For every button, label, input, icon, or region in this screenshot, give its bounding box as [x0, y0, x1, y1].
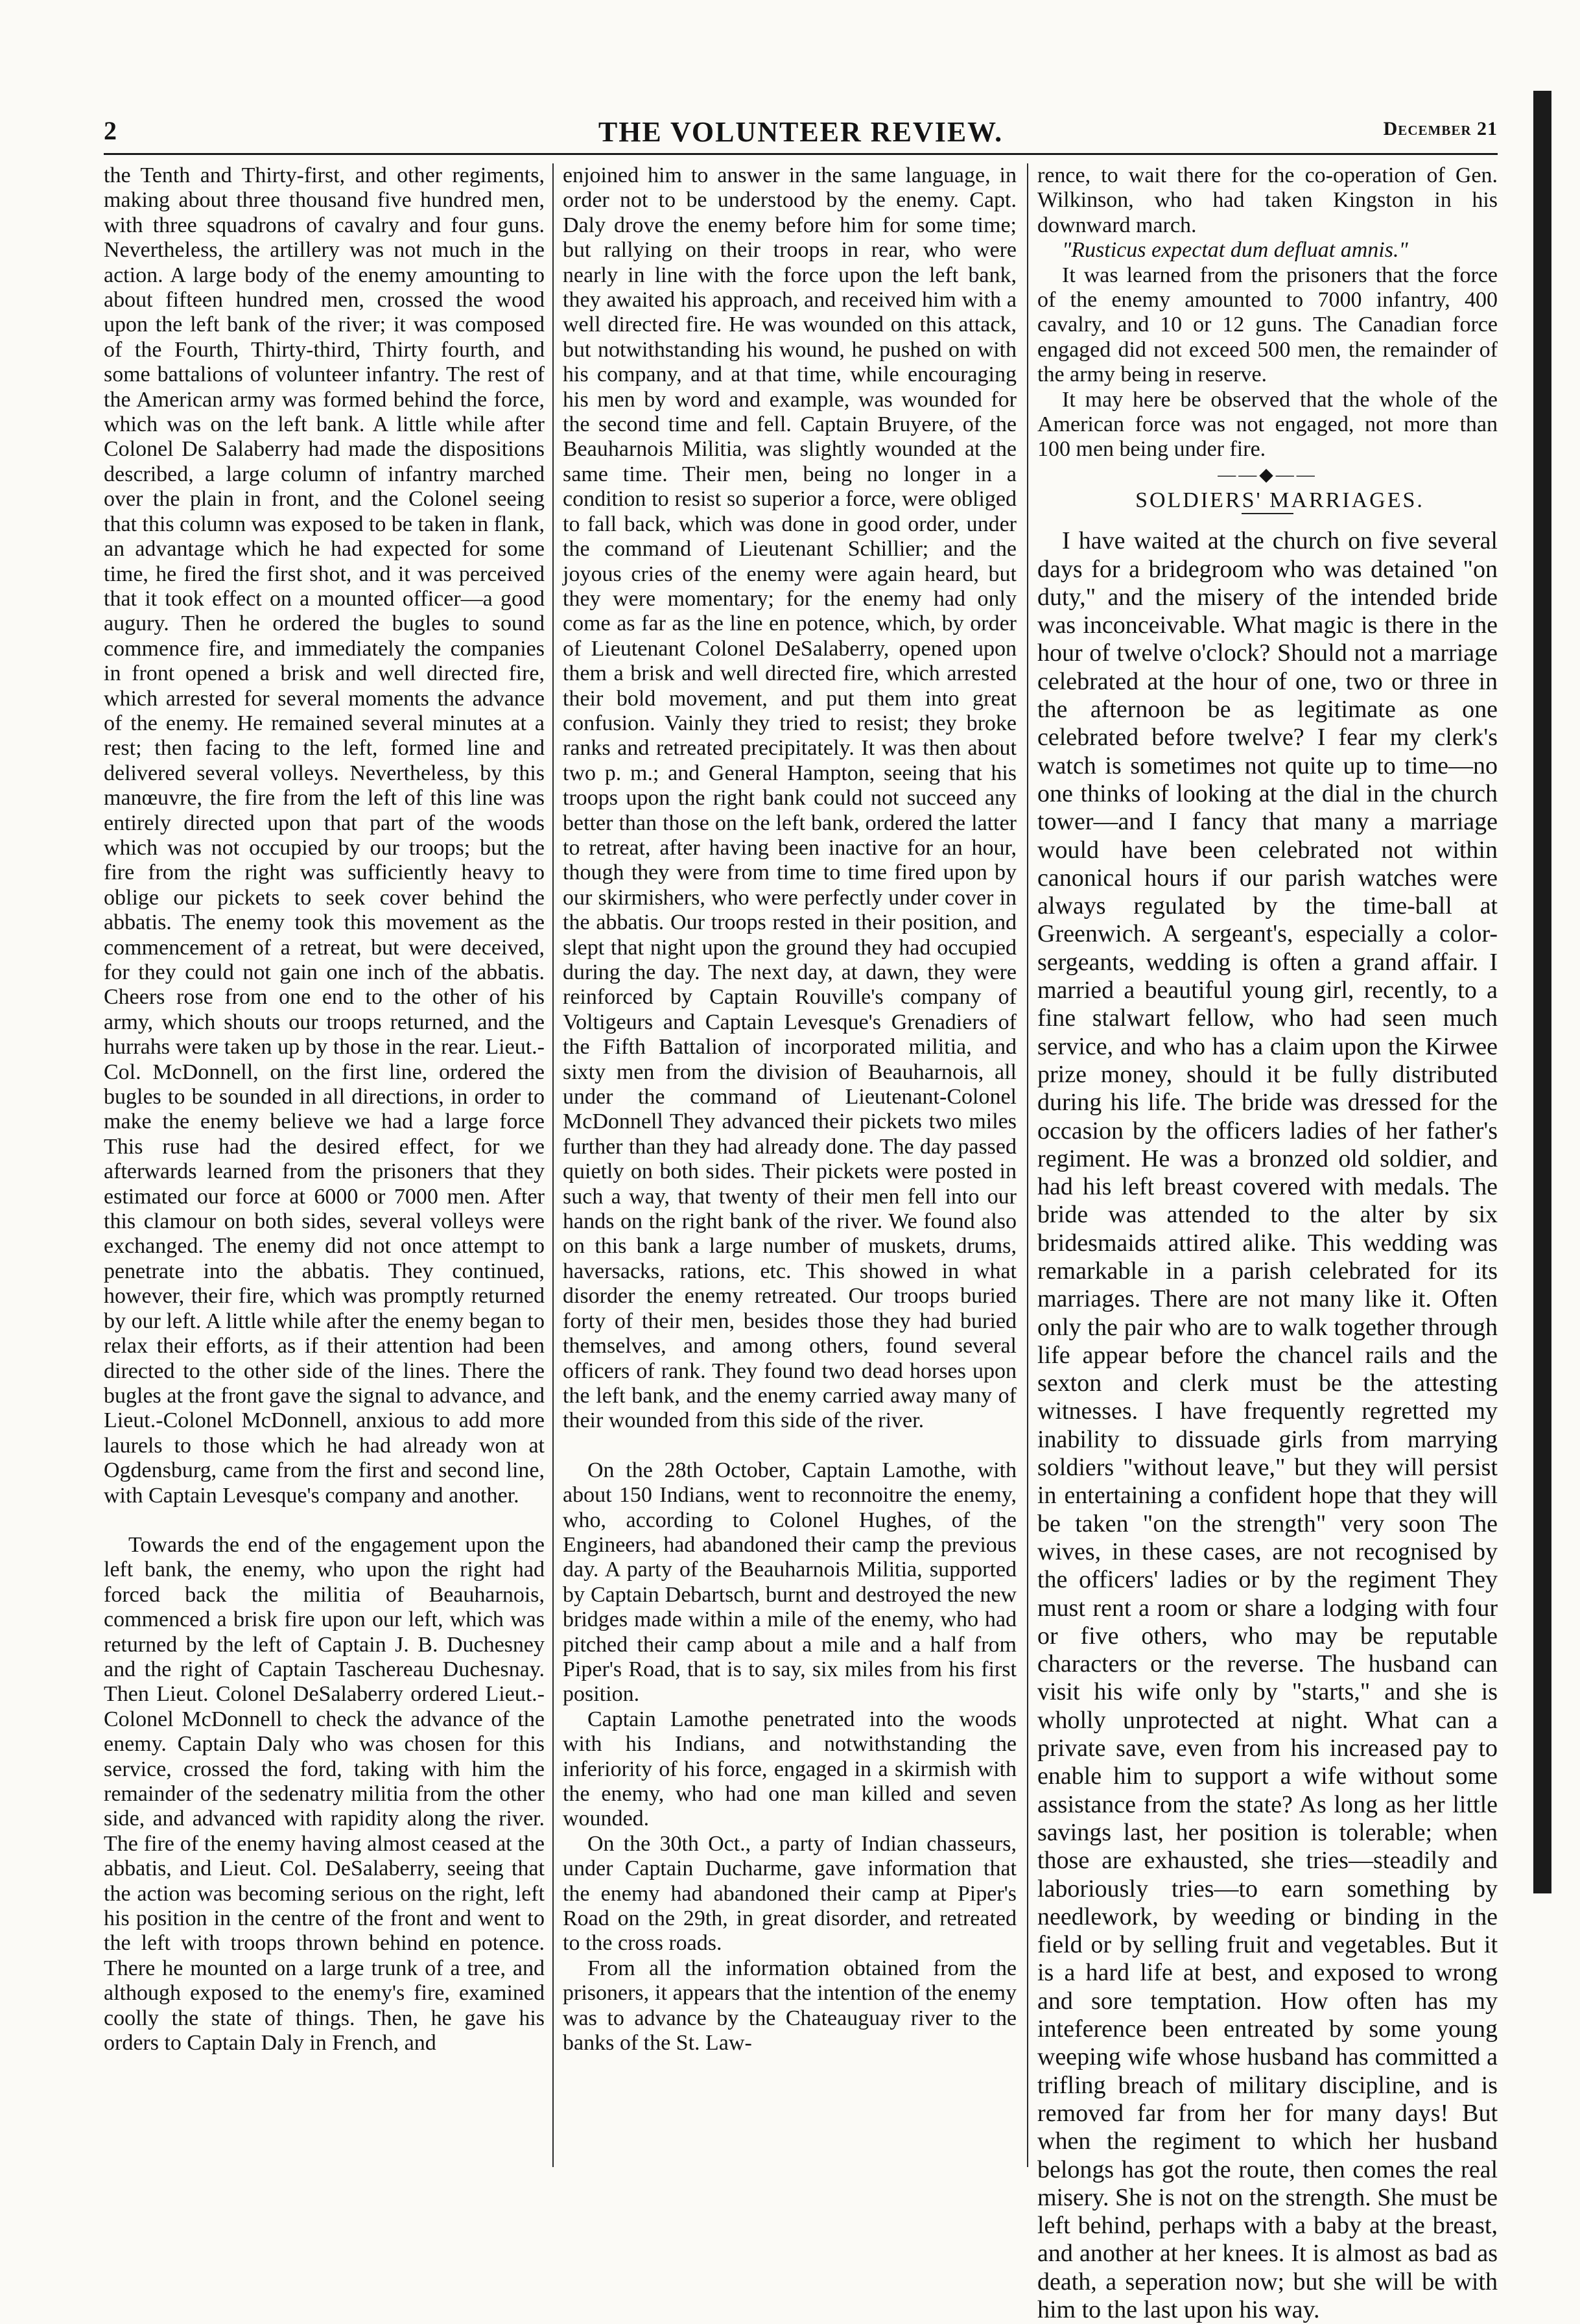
col3-paragraph-1: rence, to wait there for the co-operation of Gen. Wilkinson, who had taken Kingston in his downward march.	[1037, 163, 1498, 237]
column-3	[1037, 163, 1498, 2323]
col2-paragraph-2: On the 28th October, Captain Lamothe, with about 150 Indians, went to reconnoitre the enemy, who, according to Colonel Hughes, of the Engineers, had abandoned their camp the previous day. A party of the Beauharnois Militia, supported by Captain Debartsch, burnt and destroyed the new bridges made within a mile of the enemy, who had pitched their camp about a mile and a half from Piper's Road, that is to say, six miles from his first position.	[563, 1458, 1017, 1707]
section-title-rule	[1242, 513, 1293, 514]
col1-paragraph-1: the Tenth and Thirty-first, and other regiments, making about three thousand five hundred men, with three squadrons of cavalry and four guns. Nevertheless, the artillery was not much in the action. A large body of the enemy amounting to about fifteen hundred men, crossed the wood upon the left bank of the river; it was composed of the Fourth, Thirty-third, Thirty fourth, and some battalions of volunteer infantry. The rest of the American army was formed behind the force, which was on the left bank. A little while after Colonel De Salaberry had made the dispositions described, a large column of infantry marched over the plain in front, and the Colonel seeing that this column was exposed to be taken in flank, an advantage which he had expected for some time, he fired the first shot, and it was perceived that it took effect on a mounted officer—a good augury. Then he ordered the bugles to sound commence fire, and immediately the companies in front opened a brisk and well directed fire, which arrested for several moments the advance of the enemy. He remained several minutes at a rest; then facing to the left, formed line and delivered several volleys. Nevertheless, by this manœuvre, the fire from the left of this line was entirely directed upon that part of the woods which was not occupied by our troops; but the fire from the right was sufficiently heavy to oblige our pickets to seek cover behind the abbatis. The enemy took this movement as the commencement of a retreat, but were deceived, for they could not gain one inch of the abbatis. Cheers rose from one end to the other of his army, which shouts our troops returned, and the hurrahs were taken up by those in the rear. Lieut.-Col. McDonnell, on the first line, ordered the bugles to be sounded in all directions, in order to make the enemy believe we had a large force This ruse had the desired effect, for we afterwards learned from the prisoners that they estimated our force at 6000 or 7000 men. After this clamour on both sides, several volleys were exchanged. The enemy did not once attempt to penetrate into the abbatis. They continued, however, their fire, which was promptly returned by our left. A little while after the enemy began to relax their efforts, as if their attention had been directed to the other side of the lines. There the bugles at the front gave the signal to advance, and Lieut.-Colonel McDonnell, anxious to add more laurels to those which he had already won at Ogdensburg, came from the first and second line, with Captain Levesque's company and another.	[104, 163, 545, 1508]
latin-quotation: "Rusticus expectat dum defluat amnis."	[1062, 238, 1408, 263]
article-body	[1037, 527, 1498, 2324]
page-header	[104, 115, 1498, 154]
dateline: December 21	[1383, 118, 1498, 139]
column-2	[563, 163, 1017, 2200]
col2-paragraph-4: On the 30th Oct., a party of Indian chasseurs, under Captain Ducharme, gave information that the enemy had abandoned their camp at Piper's Road on the 29th, in great disorder, and retreated to the cross roads.	[563, 1831, 1017, 1956]
section-title: SOLDIERS' MARRIAGES.	[1135, 488, 1424, 512]
page-number: 2	[104, 116, 117, 145]
article-paragraph-1: I have waited at the church on five several days for a bridegroom who was detained "on duty," and the misery of the intended bride was inconceivable. What magic is there in the hour of twelve o'clock? Should not a marriage celebrated at the hour of one, two or three in the afternoon be as legitimate as one celebrated before twelve? I fear my clerk's watch is sometimes not quite up to time—no one thinks of looking at the dial in the church tower—and I fancy that many a marriage would have been celebrated not within canonical hours if our parish watches were always regulated by the time-ball at Greenwich. A sergeant's, especially a color-sergeants, wedding is often a grand affair. I married a beautiful young girl, recently, to a fine stalwart fellow, who had seen much service, and who has a claim upon the Kirwee prize money, should it be fully distributed during his life. The bride was dressed for the occasion by the officers ladies of her father's regiment. He was a bronzed old soldier, and had his left breast covered with medals. The bride was attended to the alter by six bridesmaids attired alike. This wedding was remarkable in a parish celebrated for its marriages. There are not many like it. Often only the pair who are to walk together through life appear before the chancel rails and the sexton and clerk must be the attesting witnesses. I have frequently regretted my inability to dissuade girls from marrying soldiers "without leave," but they will persist in entertaining a confident hope that they will be taken "on the strength" very soon The wives, in these cases, are not recognised by the officers' ladies or by the regiment They must rent a room or share a lodging with four or five others, who may be reputable characters or the reverse. The husband can visit his wife only by "starts," and she is wholly unprotected at night. What can a private save, even from his increased pay to enable him to support a wife without some assistance from the state? As long as her little savings last, her position is tolerable; when those are exhausted, she tries—steadily and laboriously tries—to earn something by needlework, by weeding or binding in the field or by selling fruit and vegetables. But it is a hard life at best, and exposed to wrong and sore temptation. How often has my inteference been entreated by some young weeping wife whose husband has committed a trifling breach of military discipline, and is removed far from her for many days! But when the regiment to which her husband belongs has got the route, then comes the real misery. She is not on the strength. She must be left behind, perhaps with a baby at the breast, and another at her knees. It is almost as bad as death, a seperation now; but she will be with him to the last upon his way.	[1037, 527, 1498, 2323]
col2-paragraph-1: enjoined him to answer in the same language, in order not to be understood by the enemy. Capt. Daly drove the enemy before him for some time; but rallying on their troops in rear, who were nearly in line with the force upon the left bank, they awaited his approach, and received him with a well directed fire. He was wounded on this attack, but notwithstanding his wound, he pushed on with his company, and at that time, while encouraging his men by word and example, was wounded for the second time and fell. Captain Bruyere, of the Beauharnois Militia, was slightly wounded at the same time. Their men, being no longer in a condition to resist so superior a force, were obliged to fall back, which was done in good order, under the command of Lieutenant Schillier; and the joyous cries of the enemy were again heard, but they were momentary; for the enemy had only come as far as the line en potence, which, by order of Lieutenant Colonel DeSalaberry, opened upon them a brisk and well directed fire, which arrested their bold movement, and put them into great confusion. Vainly they tried to resist; they broke ranks and retreated precipitately. It was then about two p. m.; and General Hampton, seeing that his troops upon the right bank could not succeed any better than those on the left bank, ordered the latter to retreat, after having been inactive for an hour, though they were from time to time fired upon by our skirmishers, who were perfectly under cover in the abbatis. Our troops rested in their position, and slept that night upon the ground they had occupied during the day. The next day, at dawn, they were reinforced by Captain Rouville's company of Voltigeurs and Captain Levesque's Grenadiers of the Fifth Battalion of incorporated militia, and sixty men from the division of Beauharnois, all under the command of Lieutenant-Colonel McDonnell They advanced their pickets two miles further than they had already done. The day passed quietly on both sides. Their pickets were posted in such a way, that twenty of their men fell into our hands on the right bank of the river. We found also on this bank a large number of muskets, drums, haversacks, rations, etc. This showed in what disorder the enemy retreated. Our troops buried forty of their men, besides those they had buried themselves, and among others, found several officers of rank. They found two dead horses upon the left bank, and the enemy carried away many of their wounded from this side of the river.	[563, 163, 1017, 1433]
column-rule-2	[1027, 163, 1028, 2167]
masthead-title: THE VOLUNTEER REVIEW.	[598, 116, 1004, 148]
col3-paragraph-2: It was learned from the prisoners that the force of the enemy amounted to 7000 infantry, 400 cavalry, and 10 or 12 guns. The Canadian force engaged did not exceed 500 men, the remainder of the army being in reserve.	[1037, 263, 1498, 387]
col2-paragraph-5: From all the information obtained from the prisoners, it appears that the intention of the enemy was to advance by the Chateauguay river to the banks of the St. Law-	[563, 1956, 1017, 2056]
col3-paragraph-3: It may here be observed that the whole of the American force was not engaged, not more than 100 men being under fire.	[1037, 387, 1498, 462]
col2-paragraph-3: Captain Lamothe penetrated into the woods with his Indians, and notwithstanding the inferiority of his force, engaged in a skirmish with the enemy, who had one man killed and seven wounded.	[563, 1707, 1017, 1831]
column-rule-1	[552, 163, 554, 2167]
column-1	[104, 163, 545, 2200]
scan-edge-shadow	[1533, 91, 1551, 1893]
header-rule	[104, 153, 1498, 155]
section-ornament-rule: ——◆——	[1218, 464, 1317, 485]
col1-paragraph-2: Towards the end of the engagement upon the left bank, the enemy, who upon the right had forced back the militia of Beauharnois, commenced a brisk fire upon our left, which was returned by the left of Captain J. B. Duchesney and the right of Captain Taschereau Duchesnay. Then Lieut. Colonel DeSalaberry ordered Lieut.-Colonel McDonnell to check the advance of the enemy. Captain Daly who was chosen for this service, crossed the ford, taking with him the remainder of the sedenatry militia from the other side, and advanced with rapidity along the river. The fire of the enemy having almost ceased at the abbatis, and Lieut. Col. DeSalaberry, seeing that the action was becoming serious on the right, left his position in the centre of the front and went to the left with troops thrown behind en potence. There he mounted on a large trunk of a tree, and although exposed to the enemy's fire, examined coolly the state of things. Then, he gave his orders to Captain Daly in French, and	[104, 1532, 545, 2056]
